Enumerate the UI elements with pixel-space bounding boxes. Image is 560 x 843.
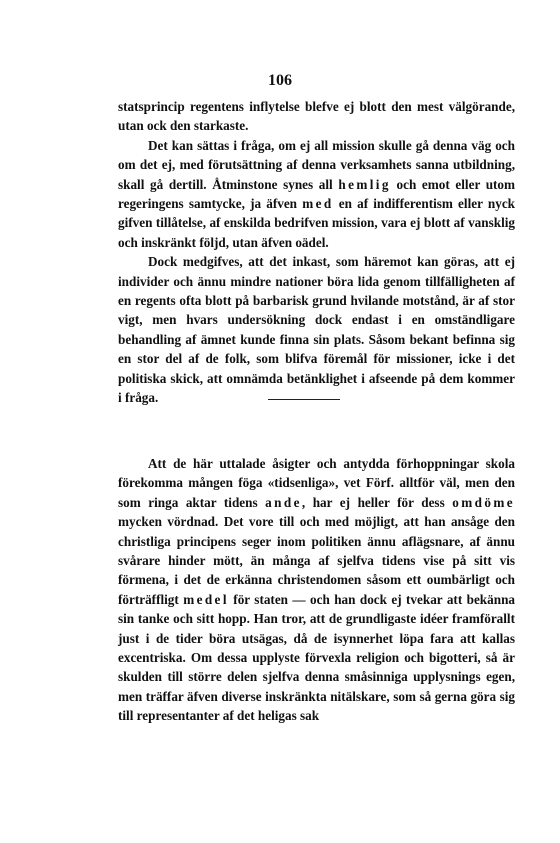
paragraph-text: för staten — och han dock ej tvekar att bekänna sin tanke och sitt hopp. Han tror, att de grundligaste idéer framförallt just i de tider böra utsägas, då de isynnerhet löpa fara att kallas excentriska. Om dessa upplyste förvexla religion och bigotteri, så är skulden till större delen sjelfva denna småsinniga upplysnings egen, men träffar äfven diverse inskränkta nitälskare, som så gerna göra sig till representanter af det heligas sak: [118, 591, 515, 724]
paragraph-text: mycken vördnad. Det vore till och med möjligt, att han ansåge den christliga principens seger inom politiken ännu aflägsnare, af ännu svårare hinder mött, än många af sjelfva tidens vise på sitt vis förmena, i det de erkänna christendomen såsom ett oumbärligt och förträffligt: [118, 514, 515, 607]
paragraph-text: Att de här uttalade åsigter och antydda förhoppningar skola förekomma mången föga «tidsenliga», vet Förf. alltför väl, men den som ringa aktar tidens: [118, 456, 515, 510]
emphasized-word: med: [302, 196, 334, 212]
emphasized-word: medel: [183, 591, 229, 607]
emphasized-word: hemlig: [338, 176, 391, 192]
emphasized-word: ande: [265, 494, 302, 510]
text-section-2: [118, 454, 515, 726]
page-number: 106: [268, 72, 292, 89]
paragraph-objection: Dock medgifves, att det inkast, som häremot kan göras, att ej individer och ännu mindre nationer böra lida genom tillfälligheten af en regents ofta blott på barbarisk grund hvilande motstånd, är af stor vigt, men hvars undersökning dock endast i en omständligare behandling af ämnet kunde finna sin plats. Såsom bekant befinna sig en stor del af de folk, som blifva föremål för missioner, icke i det politiska skick, att omnämda betänklighet i afseende på dem kommer i fråga.: [118, 254, 515, 406]
paragraph-text: , har ej heller för dess: [301, 494, 453, 510]
section-divider: [268, 399, 340, 400]
emphasized-word: omdöme: [452, 494, 515, 510]
text-section-1: [118, 97, 515, 408]
paragraph-mission: [118, 136, 515, 252]
paragraph-text: Det kan sättas i fråga, om ej all mission skulle gå denna väg och om det ej, med förutsättning af denna verksamhets sanna utbildning, skall gå dertill. Åtminstone synes all: [118, 137, 515, 192]
paragraph-text: och emot eller utom regeringens samtycke, ja äfven: [118, 176, 516, 212]
paragraph-continued: statsprincip regentens inflytelse blefve ej blott den mest välgörande, utan ock den starkaste.: [118, 99, 515, 134]
paragraph-text: en af indifferentism eller nyck gifven tillåtelse, af enskilda bedrifven mission, vara ej blott af vansklig och inskränkt följd, utan äfven oädel.: [118, 196, 516, 250]
paragraph-author-views: [118, 454, 515, 726]
